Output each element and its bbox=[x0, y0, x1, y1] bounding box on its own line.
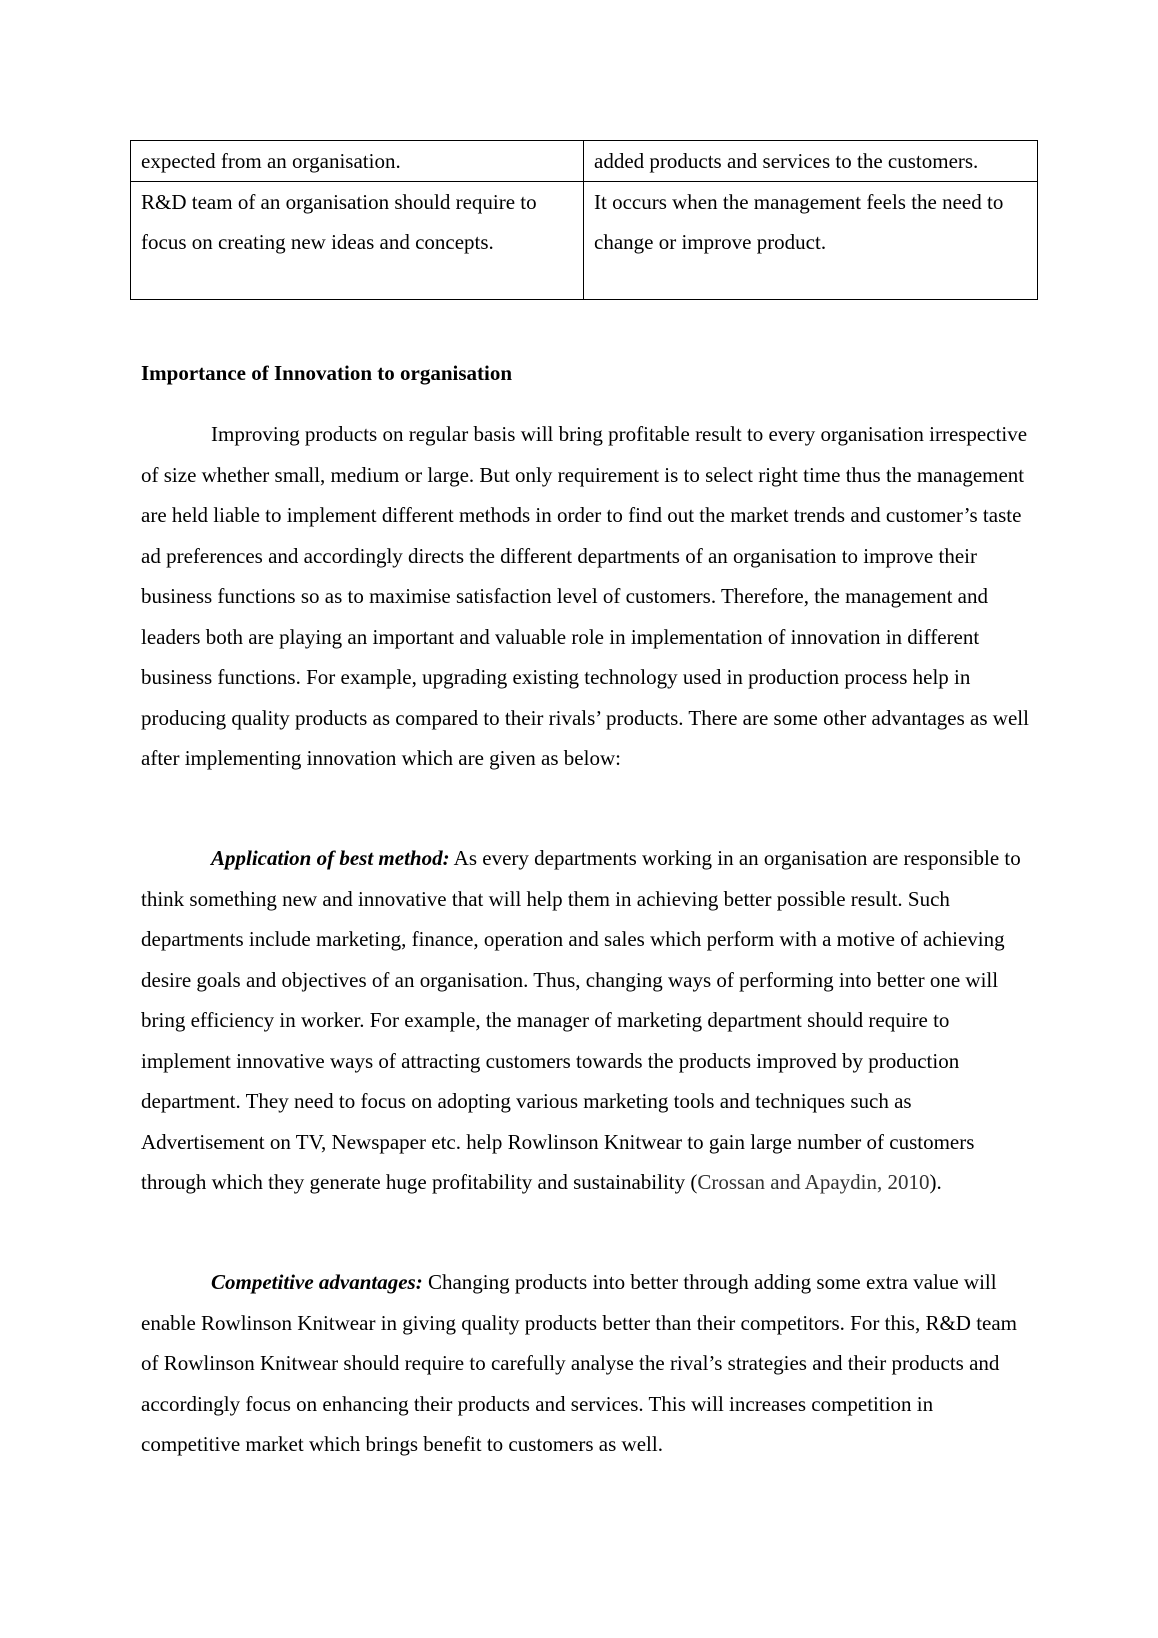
table-cell-left: expected from an organisation. bbox=[131, 141, 584, 182]
point-text: As every departments working in an organisation are responsible to think something new and innovative that will help them in achieving better possible result. Such departments include marketing, finance, operation and sales which perform with a motive of achieving desire goals and objectives of an organisation. Thus, changing ways of performing into better one will bring efficiency in worker. For example, the manager of marketing department should require to implement innovative ways of attracting customers towards the products improved by production department. They need to focus on adopting various marketing tools and techniques such as Advertisement on TV, Newspaper etc. help Rowlinson Knitwear to gain large number of customers through which they generate huge profitability and sustainability ( bbox=[141, 846, 1021, 1194]
comparison-table bbox=[130, 140, 1038, 300]
table-cell-right: added products and services to the customers. bbox=[584, 141, 1038, 182]
point-paragraph-best-method bbox=[141, 838, 1036, 1203]
point-paragraph-competitive-advantages bbox=[141, 1262, 1036, 1465]
point-text-end: ). bbox=[929, 1170, 942, 1194]
point-lead: Application of best method: bbox=[211, 846, 450, 870]
intro-paragraph: Improving products on regular basis will bring profitable result to every organisation irrespective of size whether small, medium or large. But only requirement is to select right time thus the management are held liable to implement different methods in order to find out the market trends and customer’s taste ad preferences and accordingly directs the different departments of an organisation to improve their business functions so as to maximise satisfaction level of customers. Therefore, the management and leaders both are playing an important and valuable role in implementation of innovation in different business functions. For example, upgrading existing technology used in production process help in producing quality products as compared to their rivals’ products. There are some other advantages as well after implementing innovation which are given as below: bbox=[141, 422, 1029, 770]
table-row bbox=[131, 182, 1038, 300]
citation: Crossan and Apaydin, 2010 bbox=[697, 1170, 930, 1194]
table-cell-left: R&D team of an organisation should require to focus on creating new ideas and concepts. bbox=[131, 182, 584, 300]
table-cell-right: It occurs when the management feels the need to change or improve product. bbox=[584, 182, 1038, 300]
table-row bbox=[131, 141, 1038, 182]
point-lead: Competitive advantages: bbox=[211, 1270, 423, 1294]
section-heading: Importance of Innovation to organisation bbox=[141, 361, 513, 385]
point-text: Changing products into better through adding some extra value will enable Rowlinson Knitwear in giving quality products better than their competitors. For this, R&D team of Rowlinson Knitwear should require to carefully analyse the rival’s strategies and their products and accordingly focus on enhancing their products and services. This will increases competition in competitive market which brings benefit to customers as well. bbox=[141, 1270, 1018, 1456]
